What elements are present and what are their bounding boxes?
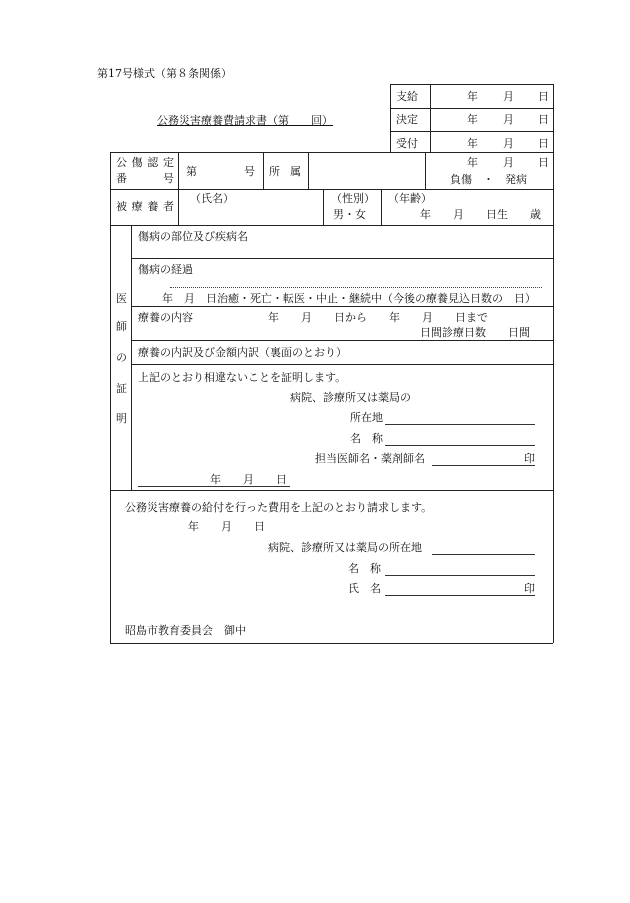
side-label-char: 医: [116, 292, 127, 305]
claim-institution-label: 病院、診療所又は薬局の所在地: [268, 541, 422, 554]
header-year: 年: [467, 156, 478, 169]
cert-dai: 第: [186, 165, 197, 178]
approval-day: 日: [538, 113, 549, 126]
approval-label-decision: 決定: [396, 113, 418, 126]
injury-type: 負傷 ・ 発病: [450, 173, 527, 186]
form-number: 第17号様式（第８条関係）: [97, 67, 232, 80]
side-label-char: 証: [116, 382, 127, 395]
claim-person-label: 氏 名: [348, 582, 381, 595]
approval-month: 月: [503, 137, 514, 150]
approval-day: 日: [538, 137, 549, 150]
approval-label-payment: 支給: [396, 90, 418, 103]
claim-name-label: 名 称: [348, 562, 381, 575]
location-label: 所在地: [350, 411, 383, 424]
side-label-char: 師: [116, 320, 127, 333]
approval-month: 月: [503, 90, 514, 103]
approval-day: 日: [538, 90, 549, 103]
claim-statement: 公務災害療養の給付を行った費用を上記のとおり請求します。: [125, 501, 433, 514]
name-label: 名 称: [350, 432, 383, 445]
side-label-char: の: [116, 351, 127, 364]
progress-label: 傷病の経過: [138, 263, 193, 276]
patient-age-label: （年齢）: [388, 192, 432, 205]
patient-name-label: （氏名）: [190, 192, 234, 205]
doctor-date: 年 月 日: [210, 473, 287, 486]
approval-label-received: 受付: [396, 137, 418, 150]
addressee: 昭島市教育委員会 御中: [125, 624, 246, 637]
patient-sex-options: 男・女: [333, 208, 366, 221]
certify-statement: 上記のとおり相違ないことを証明します。: [138, 371, 347, 384]
injury-site-label: 傷病の部位及び疾病名: [138, 230, 248, 243]
seal-mark: 印: [524, 452, 535, 465]
doctor-name-label: 担当医師名・薬剤師名: [315, 452, 425, 465]
treatment-label: 療養の内容: [138, 311, 193, 324]
header-day: 日: [538, 156, 549, 169]
claim-date: 年 月 日: [188, 520, 265, 533]
approval-year: 年: [467, 113, 478, 126]
form-title: 公務災害療養費請求書（第 回）: [157, 114, 333, 127]
institution-label: 病院、診療所又は薬局の: [290, 391, 411, 404]
approval-year: 年: [467, 137, 478, 150]
affiliation-label: 所 属: [269, 165, 301, 178]
approval-year: 年: [467, 90, 478, 103]
approval-month: 月: [503, 113, 514, 126]
progress-status: 年 月 日治癒・死亡・転医・中止・継続中（今後の療養見込日数の 日）: [162, 292, 536, 305]
patient-sex-label: （性別）: [331, 192, 375, 205]
patient-birth: 年 月 日生 歳: [420, 208, 541, 221]
cert-number-label: 公 傷 認 定: [116, 156, 174, 169]
patient-label: 被 療 養 者: [116, 200, 174, 213]
treatment-period: 年 月 日から 年 月 日まで: [268, 311, 488, 324]
breakdown-label: 療養の内訳及び金額内訳（裏面のとおり）: [138, 346, 347, 359]
claim-seal-mark: 印: [524, 582, 535, 595]
side-label-char: 明: [116, 412, 127, 425]
treatment-days: 日間診療日数 日間: [420, 326, 530, 339]
cert-number-label-2: 番 号: [116, 172, 174, 185]
cert-go: 号: [244, 165, 255, 178]
header-month: 月: [503, 156, 514, 169]
